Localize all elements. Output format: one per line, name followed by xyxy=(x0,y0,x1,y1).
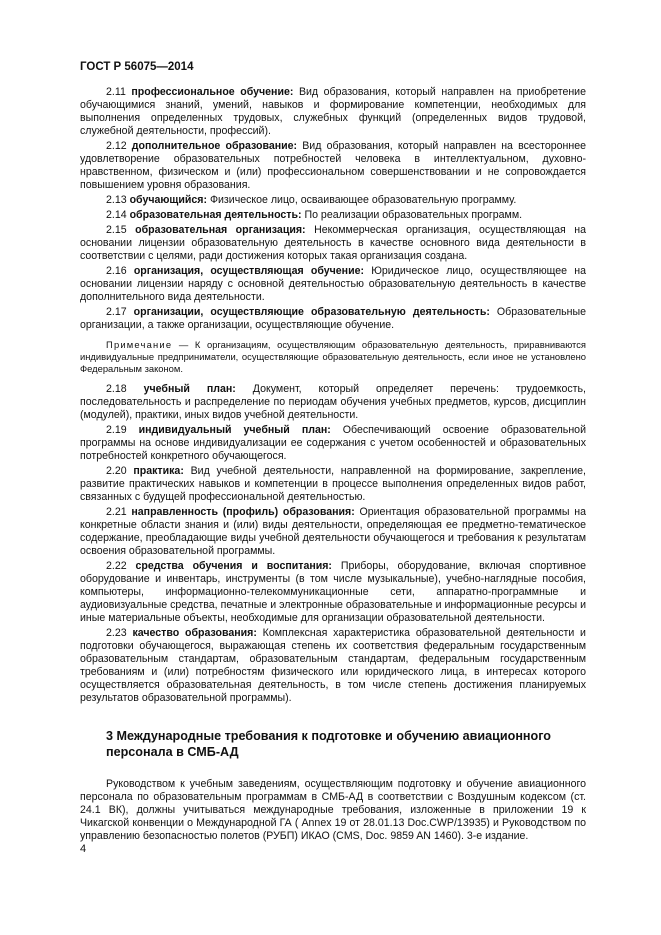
definition-text: По реализации образовательных программ. xyxy=(301,209,523,221)
definition-text: Образовательные организации, а также организации, осуществляющие обучение. xyxy=(80,306,587,331)
definition-number: 2.21 xyxy=(106,506,127,518)
definition-number: 2.23 xyxy=(106,627,127,639)
definition-2-15 xyxy=(80,224,586,263)
definition-number: 2.15 xyxy=(106,224,127,236)
definition-term: образовательная деятельность: xyxy=(129,209,302,221)
definitions-list xyxy=(80,86,586,332)
definition-text: Физическое лицо, осваивающее образовательную программу. xyxy=(207,194,517,206)
definition-term: организация, осуществляющая обучение: xyxy=(133,265,365,277)
definition-text: Приборы, оборудование, включая спортивное оборудование и инвентарь, инструменты (в том числе музыкальные), учебно-наглядные пособия, компьютеры, информационно-телекоммуникационные сети, аппаратно-программные и аудиовизуальные средства, печатные и электронные образовательные и информационные ресурсы и иные материальные объекты, необходимые для организации образовательной деятельности. xyxy=(80,560,587,624)
section-paragraph: Руководством к учебным заведениям, осуществляющим подготовку и обучение авиационного персонала по образовательным программам в СМБ-АД в соответствии с Воздушным кодексом (ст. 24.1 ВК), должны учитываться международные требования, изложенные в приложении 19 к Чикагской конвенции о Международной ГА ( Annex 19 от 28.01.13 Doc.CWP/13935) и Руководством по управлению безопасностью полетов (РУБП) ИКАО (CMS, Doc. 9859 AN 1460). 3-е издание. xyxy=(80,778,586,842)
note-text: — К организациям, осуществляющим образовательную деятельность, приравниваются индивидуальные предприниматели, осуществляющие образовательную деятельность, если иное не установлено Федеральным законом. xyxy=(80,339,586,374)
definition-2-22 xyxy=(80,560,586,625)
definition-text: Вид образования, который направлен на всестороннее удовлетворение образовательных потребностей человека в интеллектуальном, духовно-нравственном, физическом и (или) профессиональном совершенствовании и не сопровождается повышением уровня образования. xyxy=(80,140,587,191)
definition-number: 2.12 xyxy=(106,140,127,152)
definition-2-11 xyxy=(80,86,586,138)
definition-text: Юридическое лицо, осуществляющее на основании лицензии наряду с основной деятельностью образовательную деятельность в качестве дополнительного вида деятельности. xyxy=(80,265,586,303)
document-body xyxy=(80,86,586,845)
definition-2-12 xyxy=(80,140,586,192)
definition-number: 2.13 xyxy=(106,194,127,206)
definition-number: 2.22 xyxy=(106,560,127,572)
definition-2-21 xyxy=(80,506,586,558)
definition-term: направленность (профиль) образования: xyxy=(131,506,355,518)
definition-2-16 xyxy=(80,265,586,304)
definition-text: Обеспечивающий освоение образовательной программы на основе индивидуализации ее содержания с учетом особенностей и образовательных потребностей конкретного обучающегося. xyxy=(80,424,586,462)
definition-2-14 xyxy=(80,209,586,222)
definition-2-23 xyxy=(80,627,586,705)
definition-text: Ориентация образовательной программы на конкретные области знания и (или) виды деятельности, определяющая ее предметно-тематическое содержание, преобладающие виды учебной деятельности обучающегося и требования к результатам освоения образовательной программы. xyxy=(80,506,586,557)
definitions-list-continued xyxy=(80,383,586,705)
definition-2-20 xyxy=(80,465,586,504)
definition-number: 2.11 xyxy=(106,86,126,98)
note-label: Примечание xyxy=(106,339,173,350)
definition-term: индивидуальный учебный план: xyxy=(138,424,331,436)
definition-term: организации, осуществляющие образовательную деятельность: xyxy=(133,306,490,318)
definition-number: 2.18 xyxy=(106,383,127,395)
definition-number: 2.19 xyxy=(106,424,127,436)
note-paragraph xyxy=(80,339,586,375)
definition-number: 2.14 xyxy=(106,209,127,221)
definition-text: Вид образования, который направлен на приобретение обучающимися знаний, умений, навыков и формирование компетенции, необходимых для выполнения определенных трудовых, служебных функций (определенных видов трудовой, служебной деятельности, профессий). xyxy=(80,86,586,137)
definition-term: учебный план: xyxy=(143,383,236,395)
definition-2-19 xyxy=(80,424,586,463)
definition-number: 2.16 xyxy=(106,265,127,277)
definition-term: дополнительное образование: xyxy=(131,140,298,152)
definition-2-13 xyxy=(80,194,586,207)
definition-text: Комплексная характеристика образовательной деятельности и подготовки обучающегося, выражающая степень их соответствия федеральным государственным образовательным стандартам, образовательным стандартам, федеральным государственным требованиям и (или) потребностям физического или юридического лица, в интересах которого осуществляется образовательная деятельность, в том числе степень достижения планируемых результатов образовательной программы). xyxy=(80,627,586,704)
definition-number: 2.20 xyxy=(106,465,127,477)
definition-2-18 xyxy=(80,383,586,422)
section-title: 3 Международные требования к подготовке и обучению авиационного персонала в СМБ-АД xyxy=(106,729,551,759)
standard-code-header: ГОСТ Р 56075—2014 xyxy=(80,61,194,73)
definition-number: 2.17 xyxy=(106,306,127,318)
definition-text: Вид учебной деятельности, направленной на формирование, закрепление, развитие практических навыков и компетенции в процессе выполнения определенных видов работ, связанных с будущей профессиональной деятельностью. xyxy=(80,465,586,503)
definition-term: обучающийся: xyxy=(129,194,207,206)
definition-2-17 xyxy=(80,306,586,332)
definition-term: образовательная организация: xyxy=(135,224,306,236)
definition-term: качество образования: xyxy=(132,627,257,639)
definition-text: Документ, который определяет перечень: трудоемкость, последовательность и распределение по периодам обучения учебных предметов, курсов, дисциплин (модулей), практики, иных видов учебной деятельности. xyxy=(80,383,586,421)
definition-text: Некоммерческая организация, осуществляющая на основании лицензии образовательную деятельность в качестве основного вида деятельности в соответствии с целями, ради достижения которых такая организация создана. xyxy=(80,224,586,262)
page-number: 4 xyxy=(80,843,87,855)
definition-term: практика: xyxy=(133,465,184,477)
definition-term: профессиональное обучение: xyxy=(131,86,294,98)
definition-term: средства обучения и воспитания: xyxy=(135,560,332,572)
